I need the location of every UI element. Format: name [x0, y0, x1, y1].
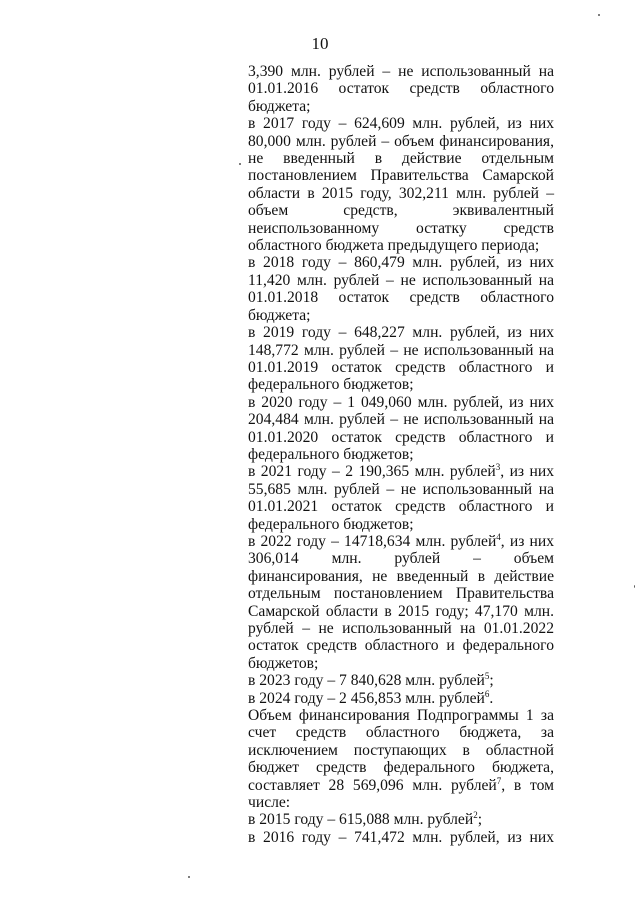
footnote-ref: 6 — [484, 688, 490, 699]
paragraph-text: в 2021 году – 2 190,365 млн. рублей — [248, 463, 496, 481]
paragraph-text: в 2022 году – 14718,634 млн. рублей — [248, 532, 497, 550]
scan-speck — [598, 14, 600, 16]
paragraph — [248, 690, 554, 707]
scan-speck — [188, 876, 190, 878]
paragraph — [248, 672, 554, 689]
paragraph-text: в 2023 году – 7 840,628 млн. рублей — [248, 672, 485, 690]
document-body — [248, 63, 554, 846]
page-number: 10 — [311, 34, 329, 53]
paragraph-text: ; — [477, 811, 483, 829]
footnote-ref: 5 — [484, 671, 490, 682]
paragraph: в 2020 году – 1 049,060 млн. рублей, из них 204,484 млн. рублей – не использованный на 01.01.2020 остаток средств областного и федерального бюджетов; — [248, 393, 554, 463]
footnote-ref: 4 — [496, 531, 501, 542]
paragraph-text: , в том числе: — [248, 776, 554, 812]
paragraph — [248, 463, 554, 533]
paragraph — [248, 811, 554, 828]
footnote-ref: 3 — [495, 462, 501, 473]
paragraph-text: , из них 55,685 млн. рублей – не использованный на 01.01.2021 остаток средств областного и федерального бюджетов; — [248, 463, 555, 533]
footnote-ref: 2 — [473, 810, 478, 821]
paragraph-text: ; — [489, 672, 494, 690]
scan-speck — [634, 585, 635, 588]
paragraph: в 2017 году – 624,609 млн. рублей, из них 80,000 млн. рублей – объем финансирования, не введенный в действие отдельным постановлением Правительства Самарской области в 2015 году, 302,211 млн. рублей – объем средств, эквивалентный неиспользованному остатку средств областного бюджета предыдущего периода; — [248, 115, 554, 255]
paragraph-text: , из них 306,014 млн. рублей – объем финансирования, не введенный в действие отдельным постановлением Правительства Самарской области в 2015 году; 47,170 млн. рублей – не использованный на 01.01.2022 остаток средств областного и федерального бюджетов; — [248, 532, 554, 672]
paragraph: 3,390 млн. рублей – не использованный на 01.01.2016 остаток средств областного бюджета; — [248, 63, 554, 115]
footnote-ref: 7 — [496, 775, 502, 786]
paragraph — [248, 707, 554, 811]
paragraph-text: в 2024 году – 2 456,853 млн. рублей — [248, 689, 485, 707]
paragraph-text: в 2015 году – 615,088 млн. рублей — [248, 811, 474, 829]
paragraph: в 2016 году – 741,472 млн. рублей, из них — [248, 828, 554, 846]
paragraph: в 2019 году – 648,227 млн. рублей, из них 148,772 млн. рублей – не использованный на 01.01.2019 остаток средств областного и федерального бюджетов; — [248, 324, 554, 394]
paragraph-text: . — [489, 689, 494, 707]
scan-speck — [239, 163, 241, 165]
paragraph — [248, 533, 554, 672]
paragraph-text: Объем финансирования Подпрограммы 1 за счет средств областного бюджета, за исключением поступающих в областной бюджет средств федерального бюджета, составляет 28 569,096 млн. рублей — [248, 707, 554, 794]
paragraph: в 2018 году – 860,479 млн. рублей, из них 11,420 млн. рублей – не использованный на 01.01.2018 остаток средств областного бюджета; — [248, 254, 554, 324]
